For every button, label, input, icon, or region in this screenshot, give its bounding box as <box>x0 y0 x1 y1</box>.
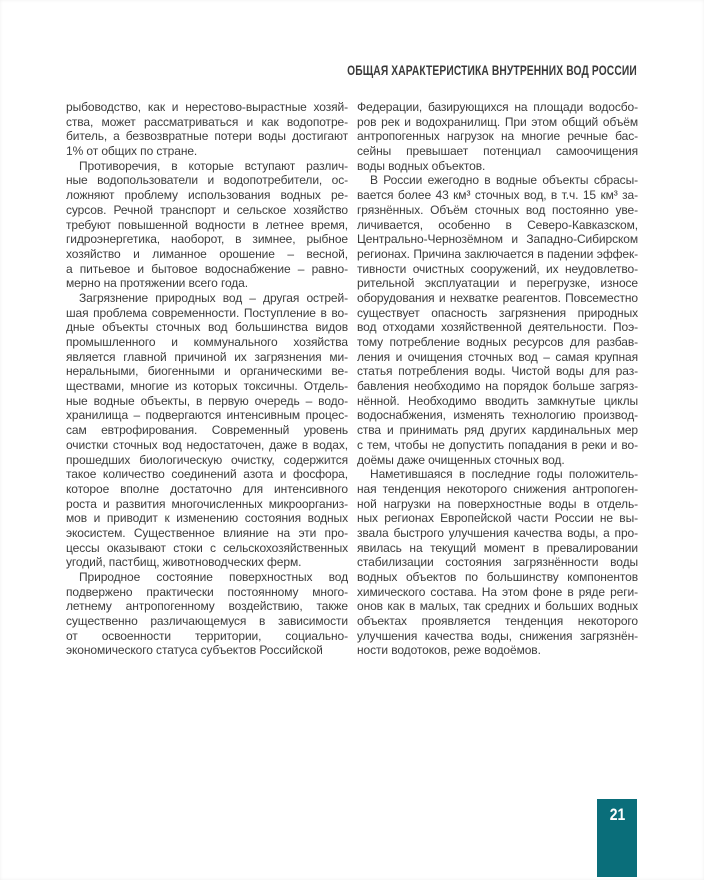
text-line: ности водотоков, реже водоёмов. <box>357 643 541 658</box>
text-line: ществами, многие из которых токсичны. Отдель- <box>66 379 348 394</box>
text-line: дные объекты сточных вод большинства видов <box>66 320 348 335</box>
text-line: прошедших биологическую очистку, содержится <box>66 452 348 467</box>
text-line: антропогенных нагрузок на многие речные бас- <box>357 129 638 144</box>
text-line: цессы оказывают стоки с сельскохозяйственных <box>66 540 348 555</box>
text-line: мов и приводит к изменению состояния водных <box>66 511 348 526</box>
text-line: оборудования и нехватке реагентов. Повсеместно <box>357 290 638 305</box>
text-line: стабилизации состояния загрязнённости воды <box>357 555 638 570</box>
text-line: В России ежегодно в водные объекты сбрасы- <box>370 173 638 188</box>
page-number: 21 <box>609 805 625 824</box>
text-line: Загрязнение природных вод – другая острей- <box>79 290 348 305</box>
text-line: роста и развития многочисленных микроорганиз- <box>66 496 348 511</box>
text-column-left <box>66 100 348 658</box>
text-line: звала быстрого улучшения качества воды, а про- <box>357 525 638 540</box>
text-line: угодий, пастбищ, животноводческих ферм. <box>66 555 302 570</box>
text-line: является главной причиной их загрязнения ми- <box>66 349 348 364</box>
text-line: гидроэнергетика, наоборот, в зимнее, рыбное <box>66 232 348 247</box>
text-line: Противоречия, в которые вступают различ- <box>79 158 348 173</box>
text-line: экономического статуса субъектов Российской <box>66 643 323 658</box>
text-line: хранилища – подвергаются интенсивным процес- <box>66 408 348 423</box>
text-line: подвержено практически постоянному много- <box>66 584 348 599</box>
text-line: неральными, биогенными и органическими ве- <box>66 364 348 379</box>
text-line: тому потребление водных ресурсов для разбав- <box>357 335 638 349</box>
text-line: улучшения качества воды, снижения загрязнён- <box>357 628 638 643</box>
text-line: Наметившаяся в последние годы положитель- <box>370 467 638 482</box>
text-line: явилась на текущий момент в превалировании <box>357 540 638 555</box>
paragraph <box>66 159 348 291</box>
text-line: ные водопользователи и водопотребители, ос- <box>66 173 348 188</box>
text-line: онов как в малых, так средних и больших водных <box>357 599 638 614</box>
text-line: 1% от общих по стране. <box>66 144 198 159</box>
text-line: ная тенденция некоторого снижения антропоген- <box>357 481 638 496</box>
text-line: существует опасность загрязнения природных <box>357 305 638 320</box>
text-line: водных объектов по большинству компонентов <box>357 570 638 584</box>
text-line: летнему антропогенному воздействию, также <box>66 599 348 614</box>
text-line: воды водных объектов. <box>357 158 486 173</box>
text-line: битель, а безвозвратные потери воды достигают <box>66 129 348 144</box>
text-line: очистки сточных вод недостаточен, даже в водах, <box>66 437 348 452</box>
text-line: ров рек и водохранилищ. При этом общий объём <box>357 114 638 129</box>
text-line: ства и принимать ряд других кардинальных мер <box>357 423 638 438</box>
paragraph <box>66 100 348 159</box>
text-line: сурсов. Речной транспорт и сельское хозяйство <box>66 202 348 217</box>
text-line: существенно различающемуся в зависимости <box>66 614 348 629</box>
paragraph <box>357 173 638 467</box>
text-line: Центрально-Чернозёмном и Западно-Сибирском <box>357 232 638 247</box>
text-line: регионах. Причина заключается в падении эффек- <box>357 246 638 261</box>
text-line: объектах проявляется тенденция некоторого <box>357 614 638 629</box>
page-header-title: ОБЩАЯ ХАРАКТЕРИСТИКА ВНУТРЕННИХ ВОД РОССИИ <box>347 62 637 78</box>
text-line: шая проблема современности. Поступление в во- <box>66 305 348 320</box>
text-line: которое вполне достаточно для интенсивного <box>66 481 348 496</box>
text-line: экосистем. Существенное влияние на эти про- <box>66 525 348 540</box>
paragraph <box>357 100 638 173</box>
text-line: Природное состояние поверхностных вод <box>79 570 348 584</box>
text-line: от освоенности территории, социально- <box>66 628 348 643</box>
text-line: Федерации, базирующихся на площади водосбо- <box>357 100 638 114</box>
text-line: ложняют проблему использования водных ре- <box>66 188 348 203</box>
text-line: вод отходами хозяйственной деятельности. Поэ- <box>357 320 638 335</box>
text-line: ных регионах Европейской части России не вы- <box>357 511 638 526</box>
text-line: ной нагрузки на поверхностные воды в отдель- <box>357 496 638 511</box>
text-line: нённой. Необходимо вводить замкнутые циклы <box>357 393 638 408</box>
text-line: с тем, чтобы не допустить попадания в реки и во- <box>357 437 638 452</box>
text-line: а питьевое и бытовое водоснабжение – равно- <box>66 261 348 276</box>
text-line: ные водные объекты, в первую очередь – водо- <box>66 393 348 408</box>
text-line: сейны превышает потенциал самоочищения <box>357 144 638 159</box>
text-line: вается более 43 км³ сточных вод, в т.ч. 15 км³ за- <box>357 188 638 203</box>
paragraph <box>66 291 348 570</box>
text-line: грязнённых. Объём сточных вод постоянно уве- <box>357 202 638 217</box>
paragraph <box>66 570 348 658</box>
text-line: промышленного и коммунального хозяйства <box>66 335 348 349</box>
text-line: химического состава. На этом фоне в ряде реги- <box>357 584 638 599</box>
text-line: тивности очистных сооружений, их неудовлетво- <box>357 261 638 276</box>
paragraph <box>357 467 638 658</box>
text-line: такое количество соединений азота и фосфора, <box>66 467 348 482</box>
text-line: статья потребления воды. Чистой воды для раз- <box>357 364 638 379</box>
text-line: рительной эксплуатации и перегрузке, износе <box>357 276 638 291</box>
text-line: сам евтрофирования. Современный уровень <box>66 423 348 438</box>
text-line: ления и очищения сточных вод – самая крупная <box>357 349 638 364</box>
text-line: личивается, особенно в Северо-Кавказском, <box>357 217 638 232</box>
text-line: бавления необходимо на порядок больше загряз- <box>357 379 638 394</box>
page-number-box <box>597 799 637 877</box>
text-line: водоснабжения, изменять технологию производ- <box>357 408 638 423</box>
text-line: ства, может рассматриваться и как водопотре- <box>66 114 348 129</box>
text-column-right <box>357 100 638 658</box>
text-line: требуют повышенной водности в летнее время, <box>66 217 348 232</box>
text-line: мерно на протяжении всего года. <box>66 276 248 291</box>
text-line: доёмы даже очищенных сточных вод. <box>357 452 565 467</box>
text-line: рыбоводство, как и нерестово-вырастные хозяй- <box>66 100 348 114</box>
text-line: хозяйство и лиманное орошение – весной, <box>66 246 348 261</box>
